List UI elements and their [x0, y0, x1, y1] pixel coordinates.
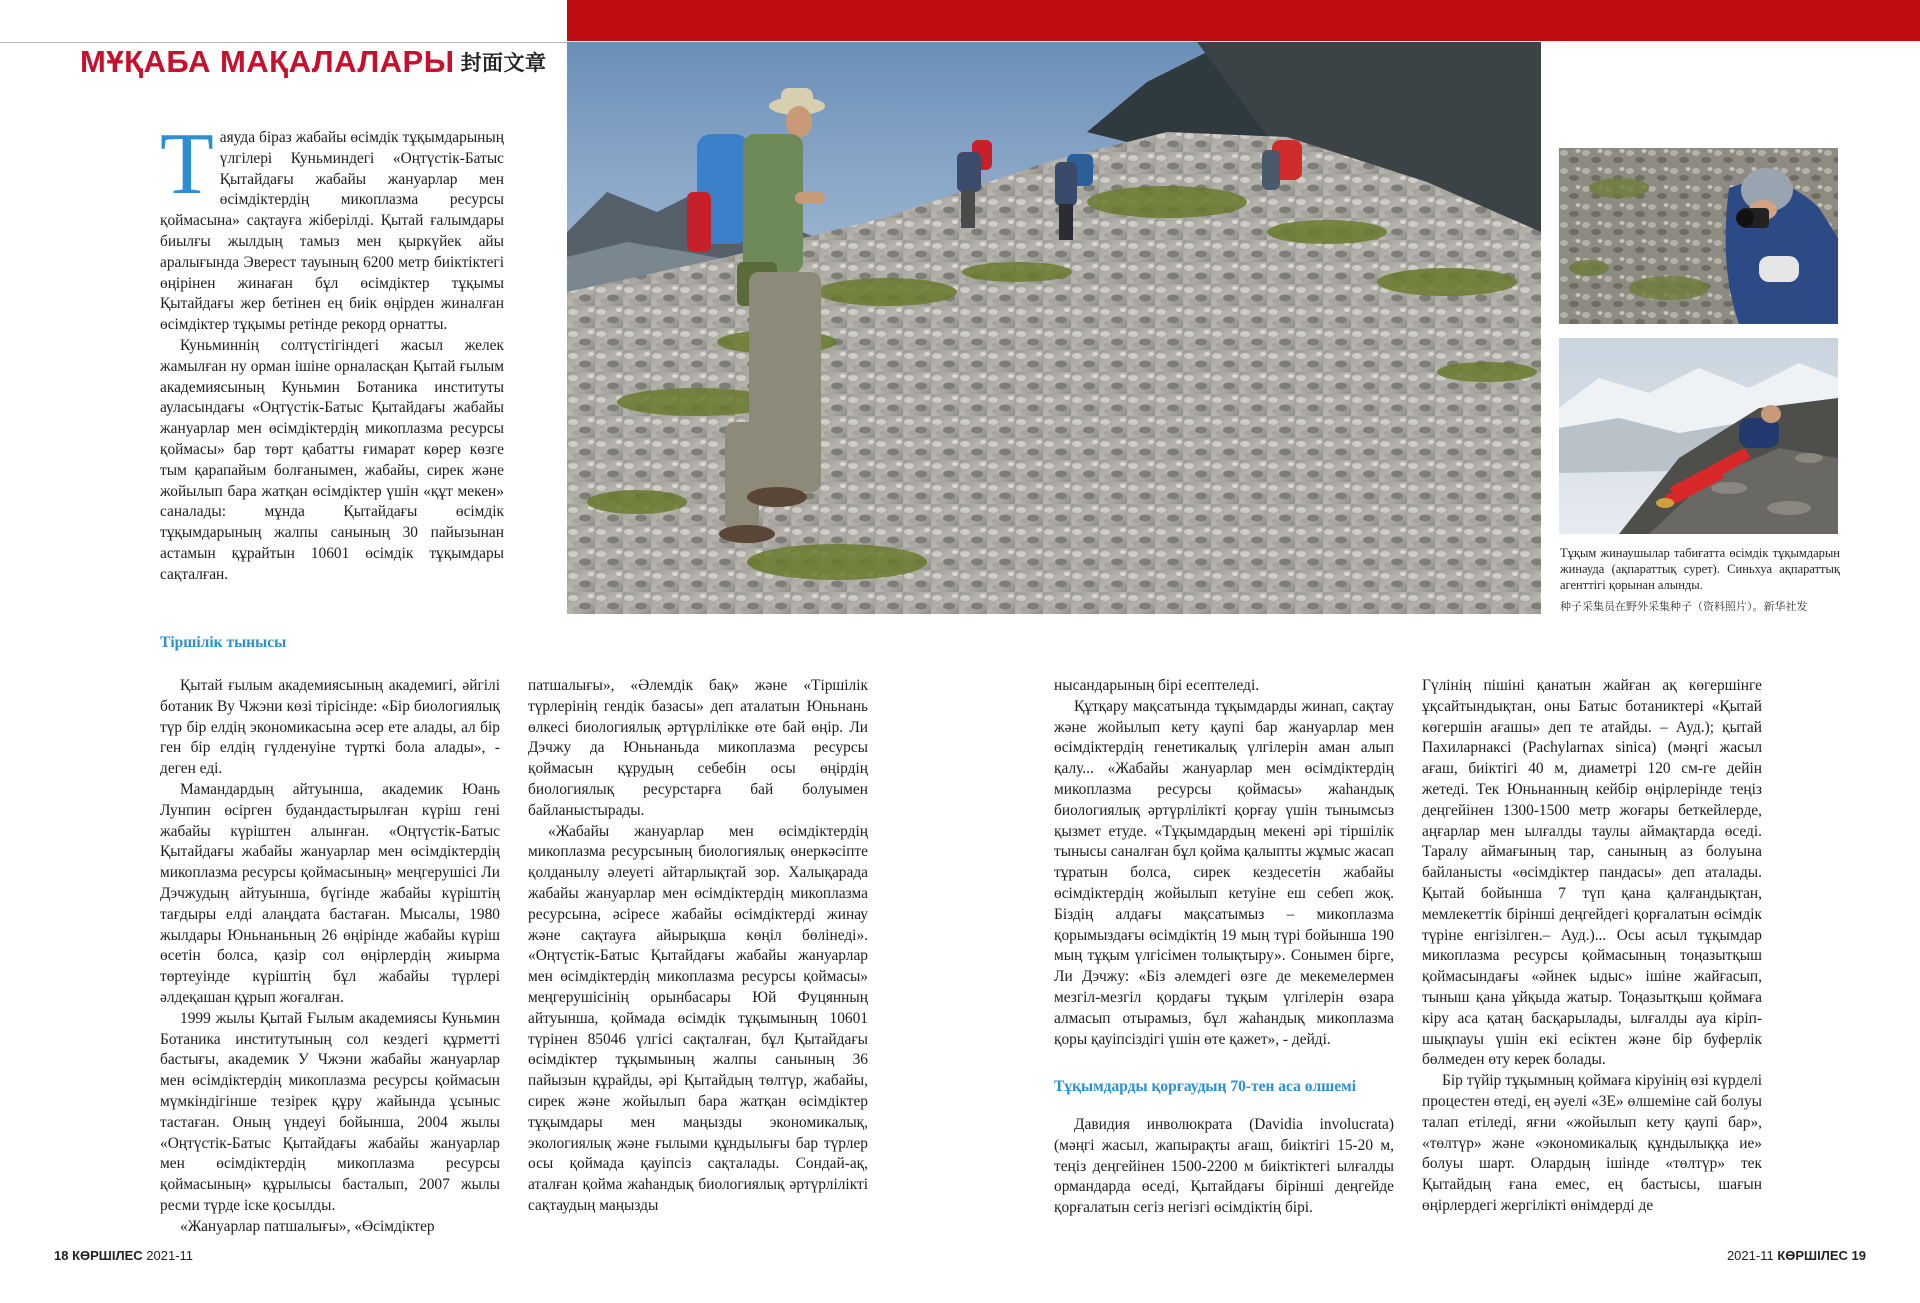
paragraph: патшалығы», «Әлемдік бақ» және «Тіршілік түрлерінің гендік базасы» деп аталатын Юньнань өлкесі биологиялық әртүрлілікке өте бай өңір. Ли Дэчжу да Юньнаньда микоплазма ресурсы қоймасын құрудың себебін осы өңірдің биологиялық ресурстарға бай болуымен байланыстырады. [528, 677, 868, 819]
subhead-tirshilik-tynysy: Тіршілік тынысы [160, 634, 287, 651]
paragraph: Бір түйір тұқымның қоймаға кіруінің өзі күрделі процестен өтеді, ең әуелі «3Е» өлшеміне сай болуы талап етіледі, яғни «жойылып кету қаупі бар», «төлтүр» және «экономикалық құндылыққа ие» болуы шарт. Олардың ішінде «төлтүр» тек Қытайдың ғана емес, ең бастысы, шағын өңірлердегі жергілікті өнімдерді де [1422, 1072, 1762, 1214]
side-photo-collector [1559, 338, 1838, 534]
magazine-name-left: КӨРШІЛЕС [72, 1248, 143, 1263]
footer-right [1727, 1248, 1866, 1263]
drop-cap: Т [160, 116, 214, 213]
subhead-70-measures: Тұқымдарды қорғаудың 70-тен аса өлшемі [1054, 1078, 1357, 1095]
side-photo-photographer [1559, 148, 1838, 324]
paragraph: Қытай ғылым академиясының академигі, әйгілі ботаник Ву Чжэни көзі тірісінде: «Бір биологиялық түр бір елдің экономикасына әсер ете алады, ал бір ген бір елдің гүлденуіне түрткі бола алады», - деген еді. [160, 677, 500, 778]
intro-paragraph-2: Куньминнің солтүстігіндегі жасыл желек жамылған ну орман ішіне орналасқан Қытай ғылым академиясының Куньмин Ботаника институты ауласындағы «Оңтүстік-Батыс Қытайдағы жабайы жануарлар мен өсімдіктердің микоплазма ресурсы қоймасы» бар төрт қабатты ғимарат көрер көзге тым қарапайым болғанымен, жабайы, сирек және жойылып бара жатқан өсімдіктер үшін «құт мекен» саналады: мұнда Қытайдағы өсімдік тұқымдарының жалпы санының 30 пайызынан астамын құрайтын 10601 өсімдік тұқымдары сақталған. [160, 336, 504, 583]
section-title [80, 44, 547, 80]
intro-column [160, 116, 504, 586]
top-accent-bar [567, 0, 1920, 41]
collector-illustration [1559, 338, 1838, 534]
paragraph: нысандарының бірі есептеледі. [1054, 677, 1260, 694]
paragraph: Давидия инволюкрата (Davidia involucrata) (мәңгі жасыл, жапырақты ағаш, биіктігі 15-20 м, теңіз деңгейінен 1500-2200 м биіктіктегі ылғалды ормандарда өседі, Қытайдағы бірінші деңгейде қорғалатын сегіз негізгі өсімдіктің бірі. [1054, 1116, 1394, 1217]
paragraph: «Жабайы жануарлар мен өсімдіктердің микоплазма ресурсының биологиялық өнеркәсіпте қолданылу әлеуеті айтарлықтай зор. Халықарада жабайы жануарлар мен өсімдіктердің микоплазма ресурсына, әсіресе жабайы өсімдіктерді жинау және сақтауға айырықша көңіл бөлінеді». «Оңтүстік-Батыс Қытайдағы жабайы жануарлар мен өсімдіктердің микоплазма ресурсы қоймасы» меңгерушісінің орынбасары Юй Фуцянның айтуынша, қоймада өсімдік тұқымының 10601 түрінен 85046 үлгісі сақталған, бұл Қытайдағы өсімдіктер тұқымының жалпы санының 36 пайызын құрайды, әрі Қытайдың төлтүр, жабайы, сирек және жойылып бара жатқан өсімдіктер тұқымдары мен маңызды экономикалық, экологиялық және ғылыми құндылығы бар түрлер осы қоймада қауіпсіз сақталады. Сондай-ақ, аталған қойма жаһандық биологиялық әртүрлілікті сақтаудың маңызды [528, 822, 868, 1214]
main-photo-hikers-on-slope [567, 42, 1541, 614]
paragraph: 1999 жылы Қытай Ғылым академиясы Куньмин Ботаника институтының сол кездегі құрметті бастығы, академик У Чжэни жабайы жануарлар мен өсімдіктердің микоплазма ресурсы қоймасын мүмкіндігінше тезірек құру жайында ұсыныс тастаған. Оның үндеуі бойынша, 2004 жылы «Оңтүстік-Батыс Қытайдағы жабайы жануарлар мен өсімдіктердің микоплазма ресурсы қоймасының» құрылысы басталып, 2007 жылы ресми түрде іске қосылды. [160, 1009, 500, 1214]
intro-paragraph-1: Таяуда біраз жабайы өсімдік тұқымдарының үлгілері Куньминдегі «Оңтүстік-Батыс Қытайдағы жабайы жануарлар мен өсімдіктердің микоплазма ресурсы қоймасына» сақтауға жіберілді. Қытай ғалымдары биылғы жылдың тамыз мен қыркүйек айы аралығында Эверест тауының 6200 метр биіктіктегі өңірінен жинаған бұл өсімдіктер тұқымы Қытайдағы жер бетінен ең биік өңірден жиналған өсімдіктер тұқымы ретінде рекорд орнатты. [160, 116, 504, 334]
text-column-2 [528, 676, 868, 1217]
section-title-cn: 封面文章 [460, 52, 547, 75]
photo-caption-kz: Тұқым жинаушылар табиғатта өсімдік тұқымдарын жинауда (ақпараттық сурет). Синьхуа ақпараттық агенттігі қорынан алынды. [1560, 546, 1840, 592]
paragraph: «Жануарлар патшалығы», «Өсімдіктер [180, 1217, 435, 1235]
page-number-right: 19 [1851, 1248, 1866, 1263]
issue-right: 2021-11 [1726, 1248, 1774, 1263]
paragraph: Гүлінің пішіні қанатын жайған ақ көгершінге ұқсайтындықтан, оны Батыс ботаниктері «Қытай көгершін ағашы» деп те атайды. – Ауд.); қытай Пахиларнаксі (Pachylarnax sinica) (мәңгі жасыл ағаш, биіктігі 40 м, диаметрі 120 см-ге дейін жетеді. Тек Юньнанның кейбір өңірлерінде теңіз деңгейінен 1300-1500 метр жоғары беткейлерде, аңғарлар мен ылғалды таулы аймақтарда өседі. Таралу аймағының тар, санының аз болуына байланысты «өсімдіктер пандасы» деп аталады. Қытай бойынша 7 түп қана қалғандықтан, мемлекеттік бірінші деңгейдегі қорғалатын өсімдік түріне енгізілген.– Ауд.)... Осы асыл тұқымдар микоплазма ресурсы қоймасының тоңазытқыш қоймасындағы «әйнек ыдыс» ішіне жайғасып, тыныш қана ұйқыда жатыр. Тоңазытқыш қоймаға кіру аса қатаң басқарылады, ылғалды ауа кіріп-шықпауы үшін екі есіктен және бір буферлік бөлмеден өту керек болады. [1422, 677, 1762, 1069]
photo-caption-cn: 种子采集员在野外采集种子（资料照片）。新华社发 [1560, 601, 1808, 613]
issue-left: 2021-11 [146, 1248, 194, 1263]
text-column-3-continued [1054, 1115, 1394, 1219]
page-number-left: 18 [54, 1248, 69, 1263]
footer-left [54, 1248, 193, 1263]
text-column-1 [160, 676, 500, 1238]
text-column-4 [1422, 676, 1762, 1217]
mountain-scene-illustration [567, 42, 1541, 614]
magazine-name-right: КӨРШІЛЕС [1777, 1248, 1848, 1263]
section-title-kz: МҰҚАБА МАҚАЛАЛАРЫ [80, 44, 455, 79]
paragraph: Құтқару мақсатында тұқымдарды жинап, сақтау және жойылып кету қаупі бар жануарлар мен өсімдіктердің генетикалық үлгілерін аман алып қалу... «Жабайы жануарлар мен өсімдіктердің микоплазма ресурсы қоймасы» жаһандық биологиялық әртүрлілікті қорғау үшін тынымсыз қызмет етуде. «Тұқымдардың мекені әрі тіршілік тынысы саналған бұл қойма қалыпты жұмыс жасап тұратын болса, сирек кездесетін жабайы өсімдіктердің жойылып кетуіне еш себеп жоқ. Біздің алдағы мақсатымыз – микоплазма қорымыздағы өсімдіктің 19 мың түрі бойынша 190 мың тұқым үлгісімен толықтыру». Сонымен бірге, Ли Дэчжу: «Біз әлемдегі өзге де мекемелермен мезгіл-мезгіл қордағы тұқым үлгілерін өзара алмасып отырамыз, бұл жаһандық микоплазма қоры қауіпсіздігі үшін өте қажет», - дейді. [1054, 697, 1394, 1048]
paragraph: Мамандардың айтуынша, академик Юань Лунпин өсірген будандастырылған күріш гені жабайы күріштен алынған. «Оңтүстік-Батыс Қытайдағы жабайы жануарлар мен өсімдіктердің микоплазма ресурсы қоймасының» меңгерушісі Ли Дэчжудың айтуынша, бүгінде жабайы күріштің тағдыры елді алаңдата бастаған. Мысалы, 1980 жылдары Юньнаньның 26 өңірінде жабайы күріш өсетін болса, қазір сол өңірлердің жиырма төртеуінде күріштің бұл жабайы түрлері әлдеқашан құрып жоғалған. [160, 780, 500, 1006]
header-divider [0, 42, 567, 43]
photographer-illustration [1559, 148, 1838, 324]
text-column-3 [1054, 676, 1394, 1050]
